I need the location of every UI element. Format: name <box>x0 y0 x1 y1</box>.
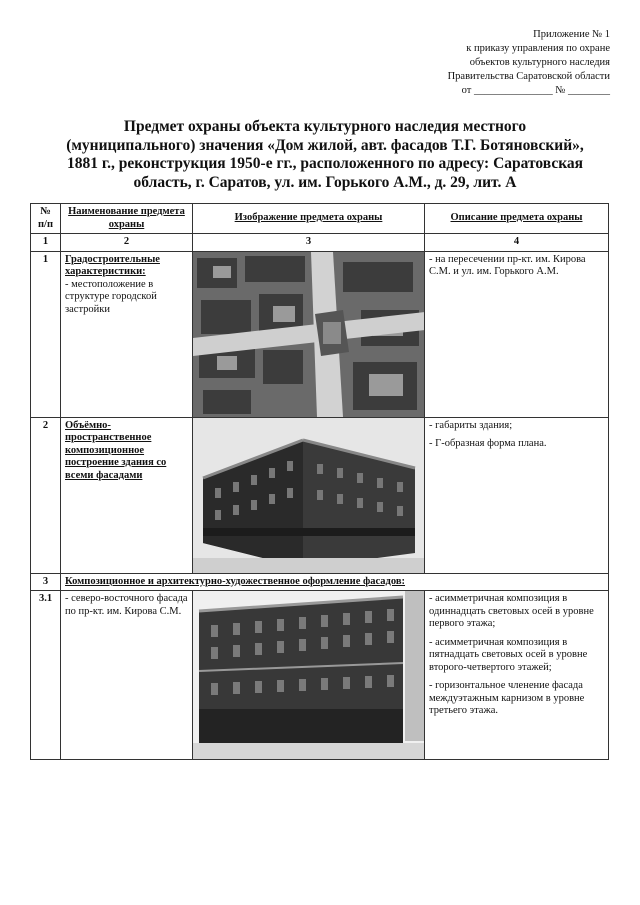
header-desc: Описание предмета охраны <box>425 204 609 234</box>
row-name-cell <box>61 251 193 417</box>
header-name: Наименование предмета охраны <box>61 204 193 234</box>
desc-item: - габариты здания; <box>429 419 513 431</box>
section-heading: Композиционное и архитектурно-художественное оформление фасадов: <box>61 573 609 591</box>
header-row <box>31 204 609 234</box>
appendix-line: объектов культурного наследия <box>469 57 610 68</box>
index-cell: 4 <box>425 234 609 252</box>
row-desc-cell <box>425 591 609 760</box>
section-row <box>31 573 609 591</box>
index-cell: 2 <box>61 234 193 252</box>
appendix-line: Правительства Саратовской области <box>447 71 610 82</box>
protection-table <box>30 203 609 760</box>
appendix-line: к приказу управления по охране <box>466 43 610 54</box>
desc-item: - асимметричная композиция в пятнадцать световых осей в уровне второго-четвертого этажей; <box>429 636 588 673</box>
building-photo <box>193 417 425 573</box>
row-desc-cell <box>425 251 609 417</box>
table-row <box>31 591 609 760</box>
appendix-line: от _______________ № ________ <box>461 85 610 96</box>
header-image: Изображение предмета охраны <box>193 204 425 234</box>
index-cell: 1 <box>31 234 61 252</box>
desc-item: - горизонтальное членение фасада междуэтажным карнизом в уровне третьего этажа. <box>429 680 585 716</box>
row-number: 1 <box>31 251 61 417</box>
desc-item: - асимметричная композиция в одиннадцать световых осей в уровне первого этажа; <box>429 593 594 629</box>
row-name-text: - местоположение в структуре городской застройки <box>65 278 157 315</box>
header-num: № п/п <box>31 204 61 234</box>
desc-item: - на пересечении пр-кт. им. Кирова С.М. и ул. им. Горького А.М. <box>429 253 586 277</box>
document-title: Предмет охраны объекта культурного наследия местного (муниципального) значения «Дом жилой, авт. фасадов Т.Г. Ботяновский», 1881 г., реконструкция 1950-е гг., расположенного по адресу: Саратовская область, г. Саратов, ул. им. Горького А.М., д. 29, лит. А <box>66 118 584 191</box>
row-name-bold: Градостроительные характеристики: <box>65 253 160 277</box>
desc-item: - Г-образная форма плана. <box>429 438 547 449</box>
index-cell: 3 <box>193 234 425 252</box>
row-name-cell: - северо-восточного фасада по пр-кт. им. Кирова С.М. <box>61 591 193 760</box>
table-row <box>31 251 609 417</box>
facade-photo <box>193 591 425 760</box>
aerial-photo <box>193 251 425 417</box>
appendix-line: Приложение № 1 <box>533 29 610 40</box>
table-row <box>31 417 609 573</box>
row-number: 3.1 <box>31 591 61 760</box>
index-row <box>31 234 609 252</box>
appendix-block <box>350 28 610 98</box>
row-name-cell <box>61 417 193 573</box>
row-number: 2 <box>31 417 61 573</box>
row-name-bold: Объёмно-пространственное композиционное построение здания со всеми фасадами <box>65 419 167 481</box>
row-number: 3 <box>31 573 61 591</box>
row-desc-cell <box>425 417 609 573</box>
